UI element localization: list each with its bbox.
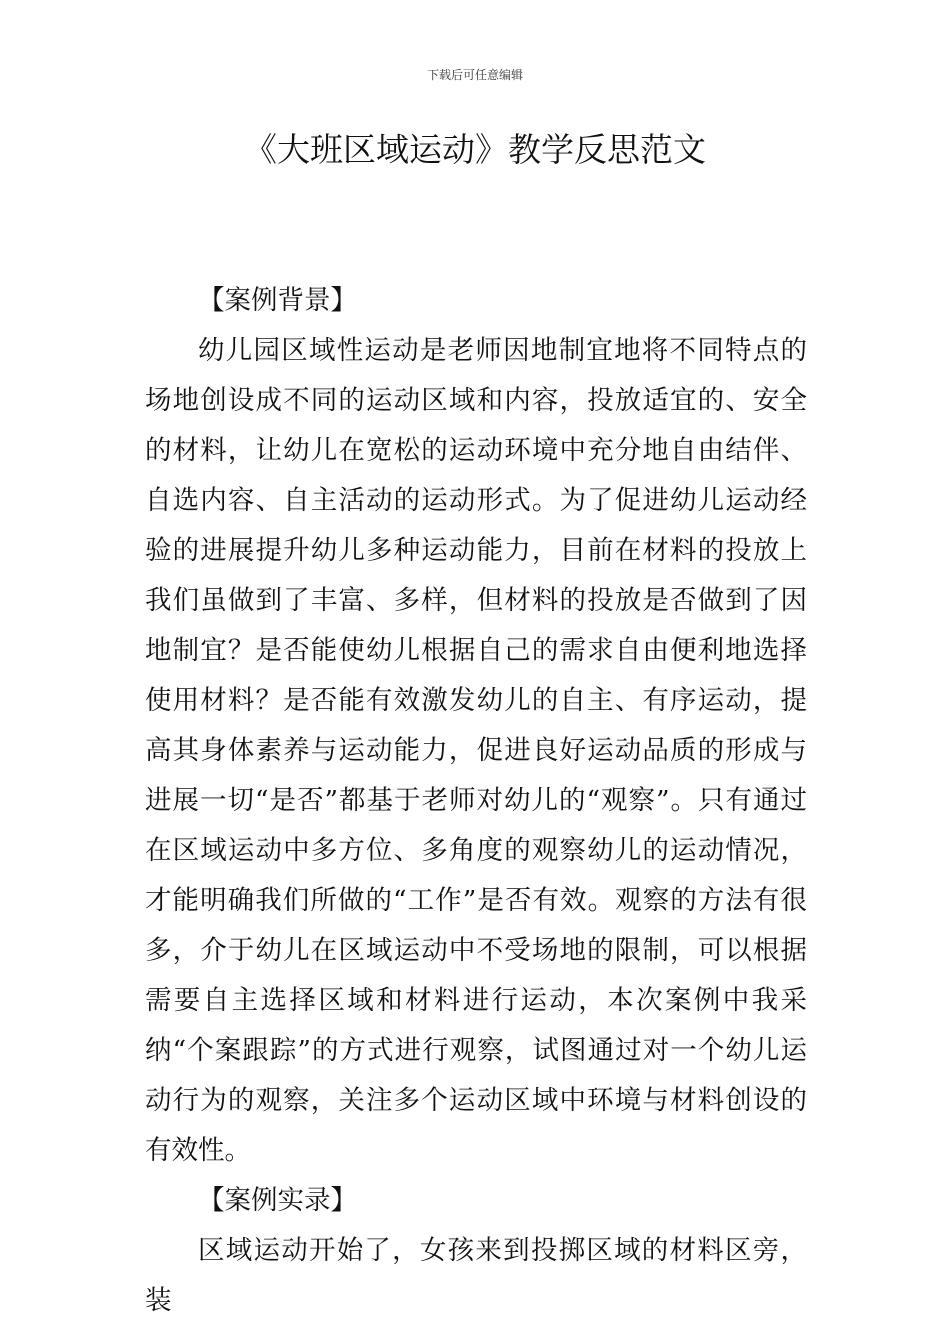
document-title: 《大班区域运动》教学反思范文 <box>244 130 706 169</box>
section-heading-background: 【案例背景】 <box>198 285 357 316</box>
section-paragraph-record: 区域运动开始了，女孩来到投掷区域的材料区旁，装 <box>145 1235 807 1316</box>
header-note: 下载后可任意编辑 <box>426 68 523 82</box>
section-heading-record: 【案例实录】 <box>198 1185 357 1216</box>
section-paragraph-background: 幼儿园区域性运动是老师因地制宜地将不同特点的场地创设成不同的运动区域和内容，投放适宜的、安全的材料，让幼儿在宽松的运动环境中充分地自由结伴、自选内容、自主活动的运动形式。为了促进幼儿运动经验的进展提升幼儿多种运动能力，目前在材料的投放上我们虽做到了丰富、多样，但材料的投放是否做到了因地制宜？是否能使幼儿根据自己的需求自由便利地选择使用材料？是否能有效激发幼儿的自主、有序运动，提高其身体素养与运动能力，促进良好运动品质的形成与进展一切“是否”都基于老师对幼儿的“观察”。只有通过在区域运动中多方位、多角度的观察幼儿的运动情况，才能明确我们所做的“工作”是否有效。观察的方法有很多，介于幼儿在区域运动中不受场地的限制，可以根据需要自主选择区域和材料进行运动，本次案例中我采纳“个案跟踪”的方式进行观察，试图通过对一个幼儿运动行为的观察，关注多个运动区域中环境与材料创设的有效性。 <box>145 335 807 1166</box>
document-body <box>145 276 807 1326</box>
